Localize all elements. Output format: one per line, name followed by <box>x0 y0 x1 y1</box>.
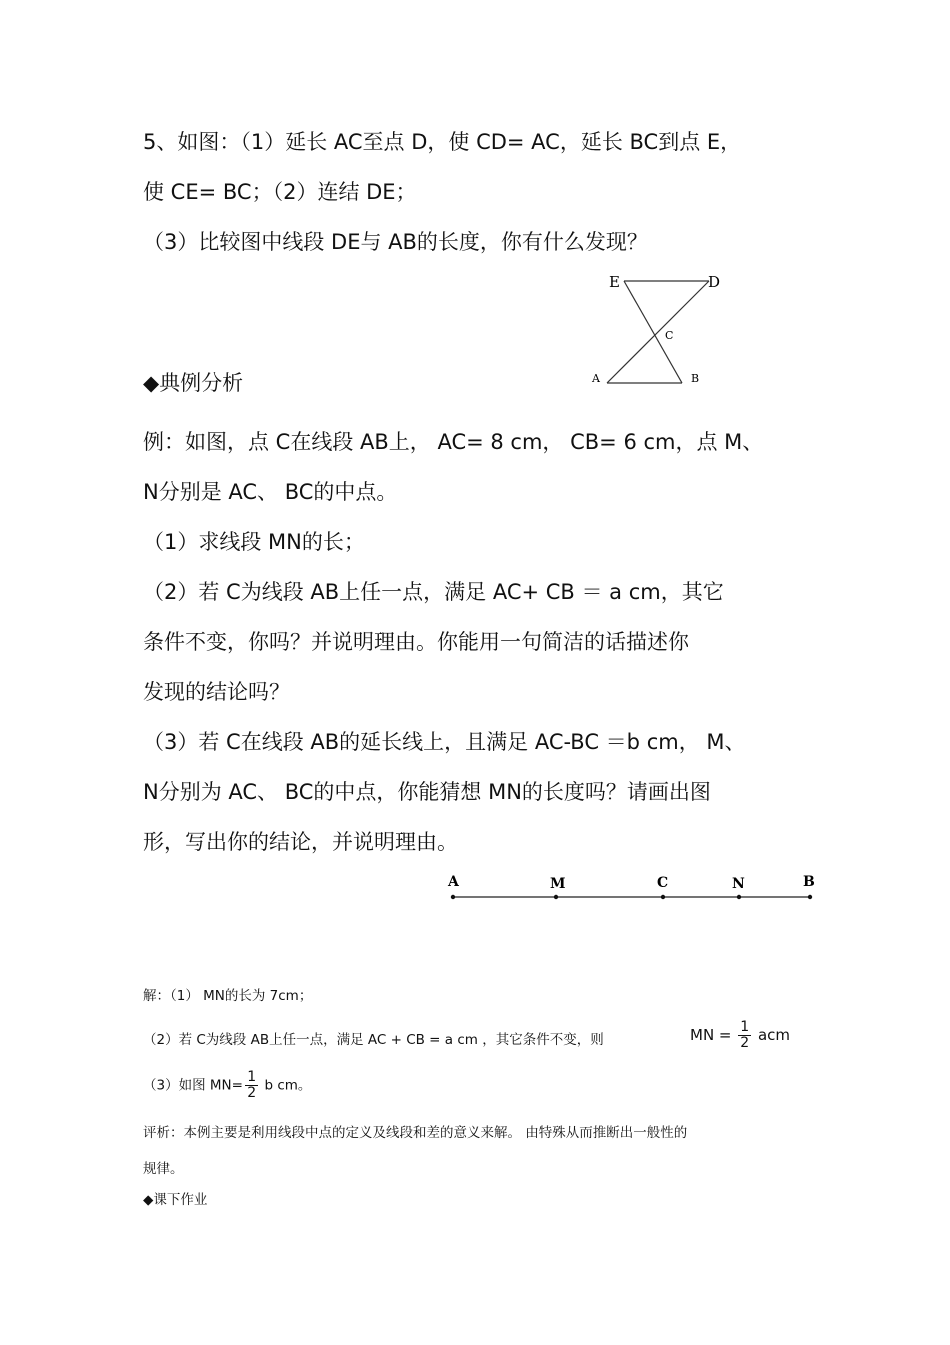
fraction-numerator-2: 1 <box>247 1069 257 1085</box>
segment-da <box>607 281 709 383</box>
example-line2: N分别是 AC、 BC的中点。 <box>143 480 398 504</box>
fraction-numerator: 1 <box>740 1019 750 1035</box>
fraction-denominator-2: 2 <box>247 1085 257 1101</box>
example-line1: 例：如图，点 C在线段 AB上， AC= 8 cm， CB= 6 cm，点 M、 <box>143 430 764 454</box>
point-m <box>554 895 558 899</box>
solution-line3 <box>143 1070 311 1101</box>
label-b: B <box>691 372 700 385</box>
example-line4: （2）若 C为线段 AB上任一点，满足 AC+ CB ＝ a cm，其它 <box>143 580 724 604</box>
problem5-line2: 使 CE= BC；（2）连结 DE； <box>143 180 417 204</box>
solution-line2: （2）若 C为线段 AB上任一点，满足 AC + CB = a cm ，其它条件不变，则 <box>143 1032 604 1048</box>
point-c <box>661 895 665 899</box>
segment-amcnb-figure <box>440 868 820 908</box>
crossed-triangles-figure <box>585 268 725 388</box>
label-c: C <box>665 329 674 342</box>
label-n: N <box>732 876 745 892</box>
problem5-line1: 5、如图：（1）延长 AC至点 D，使 CD= AC，延长 BC到点 E， <box>143 130 742 154</box>
mn-label: MN = <box>690 1026 732 1044</box>
fraction-half <box>738 1020 751 1051</box>
example-line9: 形，写出你的结论，并说明理由。 <box>143 830 458 854</box>
section-heading-homework: ◆课下作业 <box>143 1192 208 1208</box>
point-a <box>451 895 455 899</box>
example-line3: （1）求线段 MN的长； <box>143 530 365 554</box>
solution-line1: 解：（1） MN的长为 7cm； <box>143 988 313 1004</box>
label-d: D <box>708 273 721 291</box>
example-line6: 发现的结论吗？ <box>143 680 290 704</box>
label-m: M <box>550 876 566 892</box>
formula-tail: acm <box>757 1026 791 1044</box>
solution-line3-tail: b cm。 <box>264 1077 312 1094</box>
label-b: B <box>803 874 815 890</box>
label-c: C <box>657 875 669 891</box>
label-a: A <box>592 372 600 385</box>
point-n <box>737 895 741 899</box>
example-line5: 条件不变，你吗？并说明理由。你能用一句简洁的话描述你 <box>143 630 689 654</box>
example-line7: （3）若 C在线段 AB的延长线上，且满足 AC-BC ＝b cm， M、 <box>143 730 746 754</box>
label-e: E <box>609 273 620 291</box>
commentary-line1: 评析：本例主要是利用线段中点的定义及线段和差的意义来解。 由特殊从而推断出一般性的 <box>143 1125 688 1141</box>
fraction-denominator: 2 <box>740 1035 750 1051</box>
commentary-line2: 规律。 <box>143 1161 184 1177</box>
label-a: A <box>448 874 459 890</box>
solution-line3-prefix: （3）如图 MN= <box>143 1077 243 1094</box>
example-line8: N分别为 AC、 BC的中点，你能猜想 MN的长度吗？请画出图 <box>143 780 711 804</box>
section-heading-example: ◆典例分析 <box>143 371 244 395</box>
problem5-line3: （3）比较图中线段 DE与 AB的长度，你有什么发现？ <box>143 230 648 254</box>
solution-line2-formula <box>690 1020 790 1051</box>
point-b <box>808 895 812 899</box>
fraction-half-2 <box>245 1070 258 1101</box>
